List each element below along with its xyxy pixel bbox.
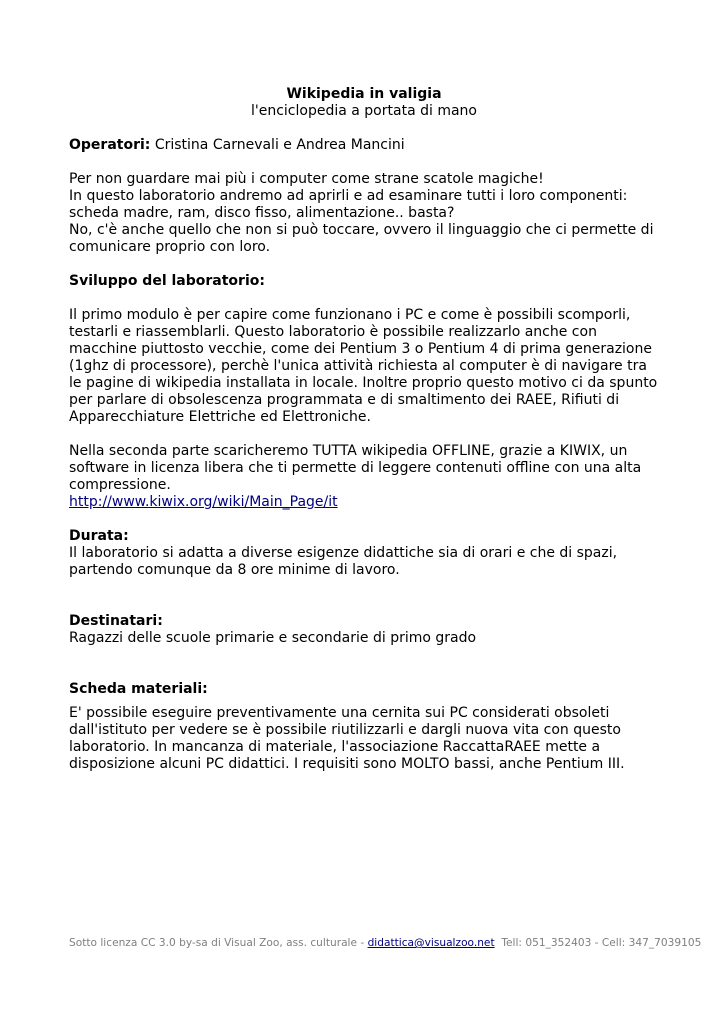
development-paragraph-2: Nella seconda parte scaricheremo TUTTA wikipedia OFFLINE, grazie a KIWIX, un software in licenza libera che ti permette di leggere contenuti offline con una alta compressione. [69,443,642,493]
intro-line-3: No, c'è anche quello che non si può toccare, ovvero il linguaggio che ci permette di comunicare proprio con loro. [69,222,654,255]
recipients-text: Ragazzi delle scuole primarie e secondarie di primo grado [69,630,477,646]
intro-line-2: In questo laboratorio andremo ad aprirli e ad esaminare tutti i loro componenti: scheda madre, ram, disco fisso, alimentazione.. basta? [69,188,628,221]
document-title: Wikipedia in valigia [286,86,442,102]
document-body [69,86,659,773]
footer [69,936,702,950]
materials-text: E' possibile eseguire preventivamente una cernita sui PC considerati obsoleti dall'istituto per vedere se è possibile riutilizzarli e dargli nuova vita con questo laboratorio. In mancanza di materiale, l'associazione RaccattaRAEE mette a disposizione alcuni PC didattici. I requisiti sono MOLTO bassi, anche Pentium III. [69,705,625,772]
title-block [69,86,659,120]
footer-contacts: Tell: 051_352403 - Cell: 347_7039105 [494,937,702,949]
operators-value: Cristina Carnevali e Andrea Mancini [150,137,405,153]
kiwix-link-line [69,494,659,511]
operators-line [69,137,659,154]
recipients-heading: Destinatari: [69,613,163,629]
development-paragraph-1: Il primo modulo è per capire come funzionano i PC e come è possibili scomporli, testarli e riassemblarli. Questo laboratorio è possibile realizzarlo anche con macchine piuttosto vecchie, come dei Pentium 3 o Pentium 4 di prima generazione (1ghz di processore), perchè l'unica attività richiesta al computer è di navigare tra le pagine di wikipedia installata in locale. Inoltre proprio questo motivo ci da spunto per parlare di obsolescenza programmata e di smaltimento dei RAEE, Rifiuti di Apparecchiature Elettriche ed Elettroniche. [69,307,658,425]
duration-heading: Durata: [69,528,129,544]
development-heading: Sviluppo del laboratorio: [69,273,265,289]
intro-line-1: Per non guardare mai più i computer come strane scatole magiche! [69,171,544,187]
duration-text: Il laboratorio si adatta a diverse esigenze didattiche sia di orari e che di spazi, partendo comunque da 8 ore minime di lavoro. [69,545,618,578]
kiwix-link[interactable]: http://www.kiwix.org/wiki/Main_Page/it [69,494,338,510]
materials-heading: Scheda materiali: [69,681,208,697]
operators-label: Operatori: [69,137,151,153]
footer-email-link[interactable]: didattica@visualzoo.net [367,937,495,949]
document-subtitle: l'enciclopedia a portata di mano [251,103,477,119]
footer-license: Sotto licenza CC 3.0 by-sa di Visual Zoo, ass. culturale - [69,937,368,949]
